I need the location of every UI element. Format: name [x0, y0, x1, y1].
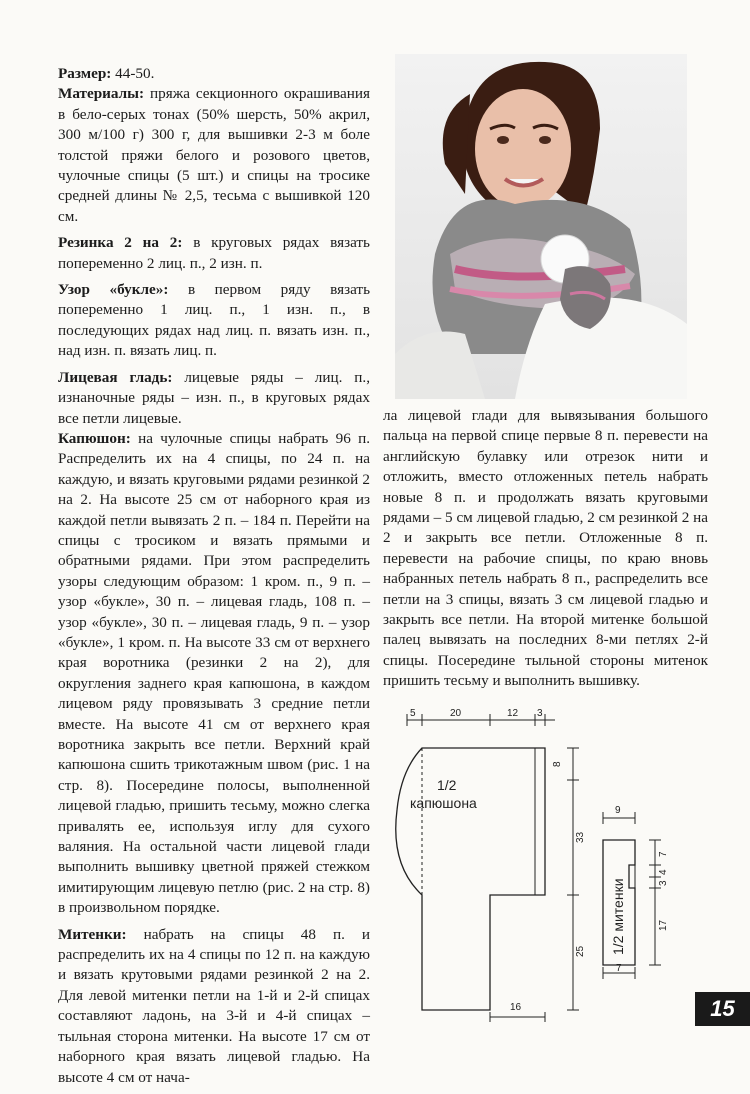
mittens-label: Митенки: — [58, 925, 127, 943]
hood-label-fraction: 1/2 — [437, 777, 457, 793]
woman-in-hood-illustration — [395, 54, 687, 399]
hood-text: на чулочные спицы набрать 96 п. Распределить их на 4 спицы, по 24 п. на каждую, и вязать круговыми рядами резинкой 2 на 2. На высоте 25 см от наборного края из каждой петли вывязать 2 п. – 184 п. Перейти на спицы с тросиком и вязать прямыми и обратными рядами. При этом распределить узоры следующим образом: 1 кром. п., 9 п. – узор «букле», 30 п. – лицевая гладь, 108 п. – узор «букле», 30 п. – лицевая гладь, 9 п. – узор «букле», 1 кром. п. На высоте 33 см от верхнего края воротника (резинки 2 на 2), для округления заднего края капюшона, в каждом лицевом ряду провязывать 3 средние петли вместе. На высоте 41 см от верхнего края воротника закрыть все петли. Верхний край капюшона сшить трикотажным швом (рис. 1 на стр. 8). Посередине полосы, выполненной лицевой гладью, пришить тесьму, можно слегка привалять ее, используя иглу для сухого валяния. На остальной части лицевой глади выполнить вышивку цветной пряжей стежком имитирующим лицевую петлю (рис. 2 на стр. 8) в произвольном порядке. — [58, 429, 370, 917]
size-paragraph — [58, 64, 370, 84]
dim-hood-33: 33 — [575, 831, 586, 843]
hood-pattern-outline — [396, 748, 545, 1010]
size-label: Размер: — [58, 65, 112, 82]
model-photo — [395, 54, 687, 399]
page-number: 15 — [695, 992, 750, 1026]
stockinette-paragraph — [58, 368, 370, 429]
hood-label: Капюшон: — [58, 429, 131, 447]
dim-hood-12: 12 — [507, 708, 519, 719]
pattern-diagram — [385, 705, 690, 1025]
dim-mitten-9: 9 — [615, 805, 621, 816]
right-column — [383, 406, 708, 698]
rib-text: в круговых рядах вязать попеременно 2 лиц. п., 2 изн. п. — [58, 234, 370, 272]
hood-paragraph — [58, 429, 370, 919]
materials-paragraph — [58, 84, 370, 227]
boucle-label: Узор «букле»: — [58, 281, 169, 299]
dim-mitten-3: 3 — [658, 880, 669, 886]
dim-hood-3: 3 — [537, 708, 543, 719]
dim-mitten-7: 7 — [658, 851, 669, 857]
dim-hood-16: 16 — [510, 1002, 522, 1013]
dim-mitten-17: 17 — [658, 919, 669, 931]
stockinette-label: Лицевая гладь: — [58, 368, 173, 386]
mitten-label: 1/2 митенки — [610, 878, 626, 955]
mittens-paragraph — [58, 925, 370, 1088]
hood-label-name: капюшона — [410, 795, 477, 811]
mittens-continued-paragraph: ла лицевой глади для вывязывания большого пальца на первой спице первые 8 п. перевести на английскую булавку или отрезок нити и отложить, вместо отложенных петель набрать новые 8 п. и продолжать вязать круговыми рядами – 5 см лицевой гладью, 2 см резинкой 2 на 2 и закрыть все петли. Отложенные 8 п. перевести на рабочие спицы, по краю вновь набранных петель набрать 8 п., распределить все петли на 3 спицы, вязать 3 см лицевой гладью и закрыть все петли. На второй митенке большой палец вывязать на последних 8-ми петлях 2-й спицы. Посередине тыльной стороны митенок пришить тесьму и выполнить вышивку. — [383, 407, 708, 690]
rib-paragraph — [58, 233, 370, 274]
left-column — [58, 64, 370, 1094]
materials-label: Материалы: — [58, 85, 145, 103]
dim-mitten-4: 4 — [658, 869, 669, 875]
mittens-text: набрать на спицы 48 п. и распределить их на 4 спицы по 12 п. на каждую и вязать крутовыми рядами резинкой 2 на 2. Для левой митенки петли на 1-й и 2-й спицах составляют ладонь, на 3-й и 4-й спицах – тыльная сторона митенки. На высоте 17 см от наборного края вязать лицевой гладью. На высоте 4 см от нача- — [58, 925, 370, 1086]
stockinette-text: лицевые ряды – лиц. п., изнаночные ряды – изн. п., в круговых рядах все петли лицевые. — [58, 368, 370, 427]
dim-hood-8: 8 — [552, 761, 563, 767]
dim-hood-5: 5 — [410, 708, 416, 719]
boucle-text: в первом ряду вязать попеременно 1 лиц. п., 1 изн. п., в последующих рядах над лиц. п. вязать изн. п., над изн. п. вязать лиц. п. — [58, 281, 370, 360]
dim-mitten-bottom-7: 7 — [616, 963, 622, 974]
rib-label: Резинка 2 на 2: — [58, 234, 183, 252]
size-text: 44-50. — [111, 65, 155, 82]
dim-hood-20: 20 — [450, 708, 462, 719]
materials-text: пряжа секционного окрашивания в бело-серых тонах (50% шерсть, 50% акрил, 300 м/100 г) 300 г, для вышивки 2-3 м боле толстой пряжи белого и розового цветов, чулочные спицы (5 шт.) и спицы на тросике средней длины № 2,5, тесьма с вышивкой 120 см. — [58, 85, 370, 225]
dim-hood-25: 25 — [575, 945, 586, 957]
boucle-paragraph — [58, 280, 370, 362]
